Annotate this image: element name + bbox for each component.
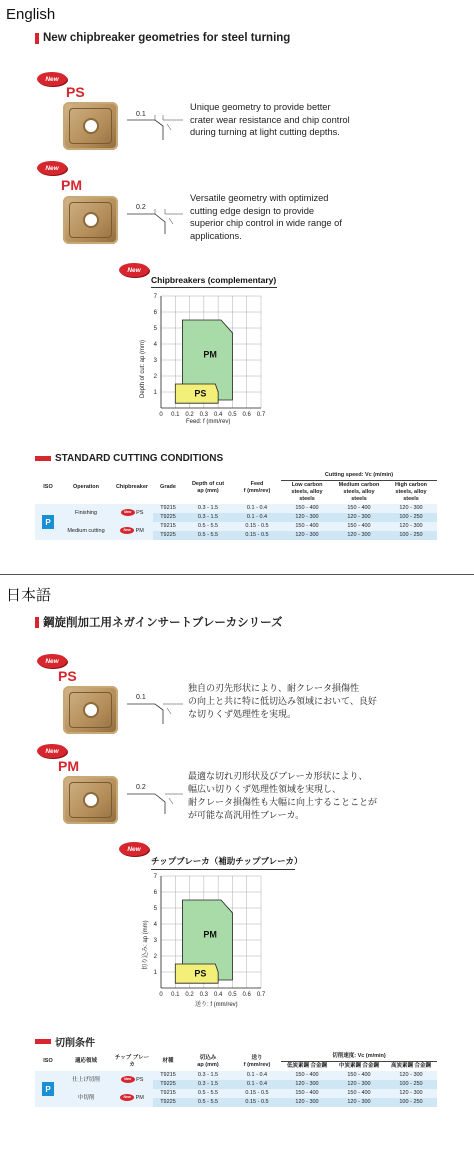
conditions-body: [35, 1071, 437, 1107]
region-label-pm: PM: [203, 929, 217, 940]
mini-new-badge: New: [120, 527, 134, 534]
y-tick-label: 2: [153, 954, 157, 960]
x-tick-label: 0.1: [171, 412, 180, 418]
ps-description-jp: [188, 682, 377, 721]
conditions-title-jp: [35, 1034, 95, 1049]
section-title-text: 鋼旋削加工用ネガインサートブレーカシリーズ: [43, 617, 283, 629]
section-title-jp: [35, 614, 283, 630]
x-tick-label: 0: [159, 992, 163, 998]
ps-edge-diagram: [125, 106, 185, 142]
cell-high: 100 - 250: [385, 1080, 437, 1089]
cell-high: 120 - 300: [385, 1089, 437, 1098]
new-badge: New: [37, 744, 67, 758]
desc-line: 最適な切れ刃形状及びブレーカ形状により、: [188, 771, 368, 781]
pm-dimension: 0.2: [136, 204, 146, 211]
iso-p-badge: P: [42, 1082, 54, 1096]
th-feed-line: 送り: [251, 1054, 263, 1061]
chart-title-text: チップブレーカ（補助チップブレーカ）: [151, 856, 303, 866]
table-row: [35, 1071, 437, 1080]
pm-insert-image: [63, 776, 118, 824]
ps-label: PS: [66, 84, 85, 100]
y-tick-label: 4: [153, 922, 157, 928]
conditions-title-text: STANDARD CUTTING CONDITIONS: [55, 453, 224, 464]
desc-line: 独自の刃先形状により、耐クレータ損傷性: [188, 683, 360, 693]
cell-feed: 0.15 - 0.5: [233, 531, 281, 540]
cell-low: 120 - 300: [281, 1080, 333, 1089]
desc-line: cutting edge design to provide: [190, 205, 315, 216]
iso-cell: [35, 504, 61, 540]
desc-line: 耐クレータ損傷性も大幅に向上することことが: [188, 797, 378, 807]
table-row: [35, 1089, 437, 1098]
cell-grade: T9225: [153, 1098, 183, 1107]
th-operation: Operation: [73, 484, 99, 490]
y-tick-label: 5: [153, 326, 157, 332]
conditions-table-en: [35, 471, 437, 540]
th-speed: 切削速度: Vc (m/min): [281, 1052, 437, 1062]
x-tick-label: 0.3: [199, 412, 209, 418]
y-tick-label: 4: [153, 342, 157, 348]
chart-new-badge: New: [119, 263, 149, 277]
chipbreaker-chart-jp: [135, 868, 280, 1010]
desc-line: Unique geometry to provide better: [190, 102, 331, 112]
pm-description-jp: [188, 770, 377, 822]
pm-insert-image: [63, 196, 118, 244]
cell-medium: 120 - 300: [333, 531, 385, 540]
cell-medium: 150 - 400: [333, 504, 385, 513]
operation-cell: Finishing: [61, 504, 111, 522]
cell-medium: 120 - 300: [333, 513, 385, 522]
cell-depth: 0.5 - 5.5: [183, 531, 233, 540]
cell-medium: 150 - 400: [333, 1089, 385, 1098]
th-depth-line: ap (mm): [197, 1061, 219, 1068]
th-grade: 材種: [162, 1058, 174, 1064]
desc-line: during turning at light cutting depths.: [190, 127, 340, 137]
new-badge: New: [37, 161, 67, 175]
title-marker: [35, 456, 51, 461]
x-tick-label: 0.2: [185, 992, 194, 998]
cell-depth: 0.3 - 1.5: [183, 513, 233, 522]
chipbreaker-name: PS: [136, 1076, 144, 1083]
region-label-pm: PM: [203, 349, 217, 360]
x-tick-label: 0.6: [242, 992, 251, 998]
th-feed-line: f (mm/rev): [243, 487, 271, 494]
table-row: [35, 522, 437, 531]
x-axis-label: 送り: f (mm/rev): [195, 1002, 238, 1008]
th-depth: [183, 1052, 233, 1071]
ps-label: PS: [58, 668, 77, 684]
x-tick-label: 0.5: [228, 992, 237, 998]
chart-new-badge: New: [119, 842, 149, 856]
mini-new-badge: New: [120, 1094, 134, 1101]
cell-high: 120 - 300: [385, 504, 437, 513]
y-tick-label: 1: [153, 390, 157, 396]
th-medium: Medium carbon steels, alloy steels: [338, 482, 380, 502]
cell-medium: 120 - 300: [333, 1080, 385, 1089]
th-low: 低炭素鋼 合金鋼: [286, 1063, 328, 1069]
x-tick-label: 0.2: [185, 412, 194, 418]
th-chipbreaker: チップ ブレーカ: [114, 1054, 150, 1068]
th-iso: ISO: [43, 1058, 53, 1064]
desc-line: superior chip control in wide range of: [190, 218, 342, 228]
chipbreaker-cell: [111, 504, 153, 522]
chipbreaker-chart-en: [135, 288, 280, 430]
operation-cell: Medium cutting: [61, 522, 111, 540]
y-axis-label: Depth of cut: ap (mm): [140, 339, 146, 398]
x-tick-label: 0.3: [199, 992, 209, 998]
cell-feed: 0.1 - 0.4: [233, 504, 281, 513]
operation-cell: 仕上げ切削: [61, 1071, 111, 1089]
th-depth-line: Depth of cut: [191, 480, 225, 487]
cell-grade: T9215: [153, 504, 183, 513]
th-feed: [233, 1052, 281, 1071]
cell-grade: T9215: [153, 1089, 183, 1098]
conditions-title-text: 切削条件: [55, 1038, 95, 1049]
cell-low: 150 - 400: [281, 1089, 333, 1098]
chipbreaker-name: PM: [135, 1094, 144, 1101]
cell-grade: T9215: [153, 1071, 183, 1080]
y-tick-label: 2: [153, 374, 157, 380]
y-tick-label: 3: [153, 358, 157, 364]
y-tick-label: 3: [153, 938, 157, 944]
pm-edge-diagram: [125, 200, 185, 236]
desc-line: 幅広い切りくず処理性領域を実現し、: [188, 784, 342, 794]
th-operation: 適応領域: [74, 1058, 97, 1064]
cell-feed: 0.1 - 0.4: [233, 513, 281, 522]
desc-line: applications.: [190, 230, 242, 241]
cell-low: 150 - 400: [281, 1071, 333, 1080]
th-grade: Grade: [160, 484, 176, 490]
th-depth-line: ap (mm): [197, 487, 219, 494]
cell-low: 120 - 300: [281, 1098, 333, 1107]
cell-medium: 150 - 400: [333, 522, 385, 531]
cell-grade: T9215: [153, 522, 183, 531]
chipbreaker-name: PM: [135, 527, 144, 534]
y-tick-label: 6: [153, 310, 157, 316]
cell-feed: 0.15 - 0.5: [233, 1098, 281, 1107]
chart-title: [151, 275, 276, 285]
cell-feed: 0.15 - 0.5: [233, 1089, 281, 1098]
cell-feed: 0.1 - 0.4: [233, 1071, 281, 1080]
operation-cell: 中切削: [61, 1089, 111, 1107]
th-high: 高炭素鋼 合金鋼: [390, 1063, 432, 1069]
cell-low: 150 - 400: [281, 522, 333, 531]
iso-p-badge: P: [42, 515, 54, 529]
pm-dimension: 0.2: [136, 784, 146, 791]
language-label-japanese: 日本語: [6, 587, 52, 604]
table-header-row: [35, 471, 437, 481]
cell-high: 100 - 250: [385, 531, 437, 540]
language-separator: [0, 574, 474, 575]
mini-new-badge: New: [121, 509, 135, 516]
new-badge: New: [37, 654, 67, 668]
y-axis-label: 切り込み: ap (mm): [143, 920, 149, 970]
x-tick-label: 0.1: [171, 992, 180, 998]
x-tick-label: 0.4: [213, 412, 223, 418]
chart-title-jp: [151, 855, 302, 867]
chipbreaker-cell: [111, 1071, 153, 1089]
cell-medium: 120 - 300: [333, 1098, 385, 1107]
desc-line: Versatile geometry with optimized: [190, 193, 329, 203]
cell-high: 120 - 300: [385, 1071, 437, 1080]
table-row: [35, 504, 437, 513]
x-tick-label: 0.5: [228, 412, 237, 418]
conditions-body: [35, 504, 437, 540]
mini-new-badge: New: [121, 1076, 135, 1083]
th-iso: ISO: [43, 484, 53, 490]
x-tick-label: 0.7: [256, 992, 266, 998]
ps-description: [190, 101, 350, 139]
th-speed: Cutting speed: Vc (m/min): [281, 471, 437, 481]
th-high: High carbon steels, alloy steels: [394, 482, 428, 502]
y-tick-label: 6: [153, 890, 157, 896]
title-marker: [35, 1039, 51, 1044]
cell-high: 100 - 250: [385, 513, 437, 522]
cell-grade: T9225: [153, 513, 183, 522]
cell-grade: T9225: [153, 531, 183, 540]
x-tick-label: 0.4: [213, 992, 223, 998]
ps-dimension: 0.1: [136, 111, 146, 118]
x-tick-label: 0.6: [242, 412, 251, 418]
th-chipbreaker: Chipbreaker: [115, 484, 149, 490]
cell-low: 150 - 400: [281, 504, 333, 513]
cell-depth: 0.3 - 1.5: [183, 504, 233, 513]
cell-depth: 0.5 - 5.5: [183, 1089, 233, 1098]
th-feed: [233, 471, 281, 504]
y-tick-label: 1: [153, 970, 157, 976]
new-badge: New: [37, 72, 67, 86]
y-tick-label: 7: [153, 294, 157, 300]
cell-depth: 0.5 - 5.5: [183, 1098, 233, 1107]
ps-edge-diagram: [125, 690, 185, 726]
cell-low: 120 - 300: [281, 513, 333, 522]
conditions-table-jp: [35, 1052, 437, 1107]
title-marker: [35, 617, 39, 628]
section-title: [35, 32, 290, 44]
chipbreaker-cell: [111, 522, 153, 540]
cell-medium: 150 - 400: [333, 1071, 385, 1080]
cell-feed: 0.1 - 0.4: [233, 1080, 281, 1089]
ps-insert-image: [63, 686, 118, 734]
language-label-english: English: [6, 6, 56, 23]
desc-line: crater wear resistance and chip control: [190, 114, 350, 125]
x-tick-label: 0.7: [256, 412, 266, 418]
th-depth-line: 切込み: [199, 1054, 217, 1061]
cell-feed: 0.15 - 0.5: [233, 522, 281, 531]
cell-depth: 0.3 - 1.5: [183, 1080, 233, 1089]
th-feed-line: Feed: [250, 480, 264, 487]
desc-line: な切りくず処理性を実現。: [188, 709, 297, 719]
cell-high: 120 - 300: [385, 522, 437, 531]
cell-high: 100 - 250: [385, 1098, 437, 1107]
pm-label: PM: [61, 177, 82, 193]
th-medium: 中炭素鋼 合金鋼: [338, 1063, 380, 1069]
th-depth: [183, 471, 233, 504]
th-low: Low carbon steels, alloy steels: [291, 482, 323, 502]
ps-insert-image: [63, 102, 118, 150]
x-axis-label: Feed: f (mm/rev): [186, 419, 231, 425]
pm-edge-diagram: [125, 780, 185, 816]
y-tick-label: 7: [153, 874, 157, 880]
cell-depth: 0.5 - 5.5: [183, 522, 233, 531]
cell-low: 120 - 300: [281, 531, 333, 540]
desc-line: が可能な高汎用性ブレーカ。: [188, 810, 305, 820]
table-header-row: [35, 1052, 437, 1062]
x-tick-label: 0: [159, 412, 163, 418]
chipbreaker-name: PS: [136, 509, 144, 516]
section-title-text: New chipbreaker geometries for steel turning: [43, 32, 291, 44]
region-label-ps: PS: [194, 968, 207, 979]
pm-description: [190, 192, 342, 242]
y-tick-label: 5: [153, 906, 157, 912]
chart-title-text: Chipbreakers (complementary): [151, 275, 277, 285]
desc-line: の向上と共に特に低切込み領域において、良好: [188, 696, 377, 706]
conditions-title: [35, 453, 223, 464]
ps-dimension: 0.1: [136, 694, 146, 701]
pm-label: PM: [58, 758, 79, 774]
iso-cell: [35, 1071, 61, 1107]
region-label-ps: PS: [194, 388, 207, 399]
cell-depth: 0.3 - 1.5: [183, 1071, 233, 1080]
cell-grade: T9225: [153, 1080, 183, 1089]
chipbreaker-cell: [111, 1089, 153, 1107]
th-feed-line: f (mm/rev): [243, 1061, 271, 1068]
title-marker: [35, 33, 39, 44]
